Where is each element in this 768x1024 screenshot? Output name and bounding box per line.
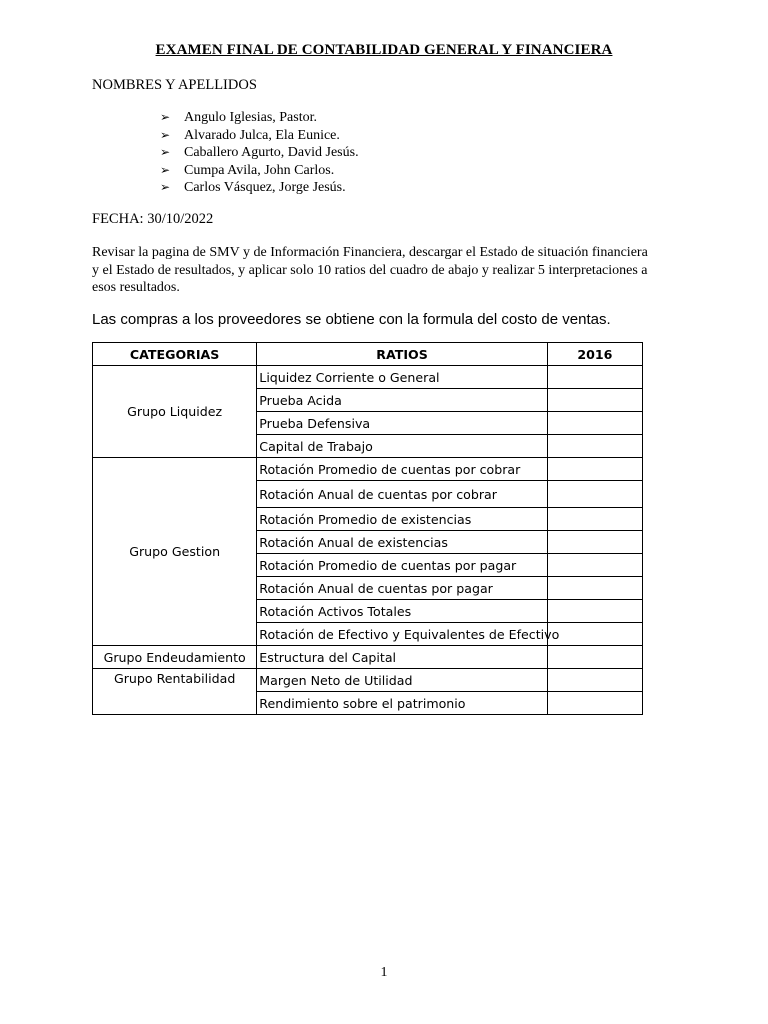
list-item bbox=[160, 144, 359, 162]
student-name: Alvarado Julca, Ela Eunice. bbox=[184, 127, 340, 143]
table-header-row bbox=[93, 343, 643, 366]
header-year: 2016 bbox=[547, 343, 642, 366]
value-cell bbox=[547, 508, 642, 531]
header-ratios: RATIOS bbox=[257, 343, 548, 366]
document-title: EXAMEN FINAL DE CONTABILIDAD GENERAL Y FINANCIERA bbox=[155, 42, 613, 58]
ratio-cell: Rendimiento sobre el patrimonio bbox=[257, 692, 548, 715]
ratio-cell: Prueba Defensiva bbox=[257, 412, 548, 435]
ratios-table bbox=[92, 342, 643, 715]
names-list bbox=[160, 109, 359, 197]
table-row bbox=[93, 458, 643, 481]
ratio-cell: Estructura del Capital bbox=[257, 646, 548, 669]
list-item bbox=[160, 127, 359, 145]
names-label: NOMBRES Y APELLIDOS bbox=[92, 77, 257, 93]
value-cell bbox=[547, 531, 642, 554]
header-categorias: CATEGORIAS bbox=[93, 343, 257, 366]
purchases-note: Las compras a los proveedores se obtiene con la formula del costo de ventas. bbox=[92, 311, 611, 328]
category-cell: Grupo Endeudamiento bbox=[93, 646, 257, 669]
value-cell bbox=[547, 669, 642, 692]
arrow-bullet-icon: ➢ bbox=[160, 127, 171, 142]
table-row bbox=[93, 669, 643, 692]
ratio-cell: Rotación Activos Totales bbox=[257, 600, 548, 623]
ratio-cell: Rotación Promedio de cuentas por pagar bbox=[257, 554, 548, 577]
ratio-cell: Rotación Anual de cuentas por cobrar bbox=[257, 481, 548, 508]
value-cell bbox=[547, 623, 642, 646]
value-cell bbox=[547, 412, 642, 435]
list-item bbox=[160, 162, 359, 180]
category-cell: Grupo Rentabilidad bbox=[93, 669, 257, 715]
list-item bbox=[160, 179, 359, 197]
page-number: 1 bbox=[380, 965, 388, 980]
ratio-cell: Liquidez Corriente o General bbox=[257, 366, 548, 389]
ratio-cell: Rotación Anual de cuentas por pagar bbox=[257, 577, 548, 600]
list-item bbox=[160, 109, 359, 127]
ratio-cell: Rotación Anual de existencias bbox=[257, 531, 548, 554]
ratio-cell: Prueba Acida bbox=[257, 389, 548, 412]
table-row bbox=[93, 646, 643, 669]
category-cell: Grupo Liquidez bbox=[93, 366, 257, 458]
value-cell bbox=[547, 600, 642, 623]
table-row bbox=[93, 366, 643, 389]
value-cell bbox=[547, 435, 642, 458]
arrow-bullet-icon: ➢ bbox=[160, 110, 171, 124]
value-cell bbox=[547, 577, 642, 600]
date-label: FECHA: 30/10/2022 bbox=[92, 211, 214, 227]
ratio-cell: Capital de Trabajo bbox=[257, 435, 548, 458]
ratio-cell: Rotación de Efectivo y Equivalentes de Efectivo bbox=[257, 623, 548, 646]
value-cell bbox=[547, 481, 642, 508]
student-name: Cumpa Avila, John Carlos. bbox=[184, 162, 335, 178]
value-cell bbox=[547, 458, 642, 481]
category-cell: Grupo Gestion bbox=[93, 458, 257, 646]
arrow-bullet-icon: ➢ bbox=[160, 162, 171, 177]
arrow-bullet-icon: ➢ bbox=[160, 145, 171, 159]
student-name: Caballero Agurto, David Jesús. bbox=[184, 145, 359, 160]
student-name: Carlos Vásquez, Jorge Jesús. bbox=[184, 180, 346, 195]
student-name: Angulo Iglesias, Pastor. bbox=[184, 110, 317, 125]
ratio-cell: Rotación Promedio de existencias bbox=[257, 508, 548, 531]
value-cell bbox=[547, 389, 642, 412]
arrow-bullet-icon: ➢ bbox=[160, 180, 171, 194]
value-cell bbox=[547, 366, 642, 389]
value-cell bbox=[547, 554, 642, 577]
ratio-cell: Margen Neto de Utilidad bbox=[257, 669, 548, 692]
value-cell bbox=[547, 646, 642, 669]
instructions-paragraph: Revisar la pagina de SMV y de Información Financiera, descargar el Estado de situación financiera y el Estado de resultados, y aplicar solo 10 ratios del cuadro de abajo y realizar 5 interpretaciones a esos resultados. bbox=[92, 245, 648, 295]
ratio-cell: Rotación Promedio de cuentas por cobrar bbox=[257, 458, 548, 481]
value-cell bbox=[547, 692, 642, 715]
